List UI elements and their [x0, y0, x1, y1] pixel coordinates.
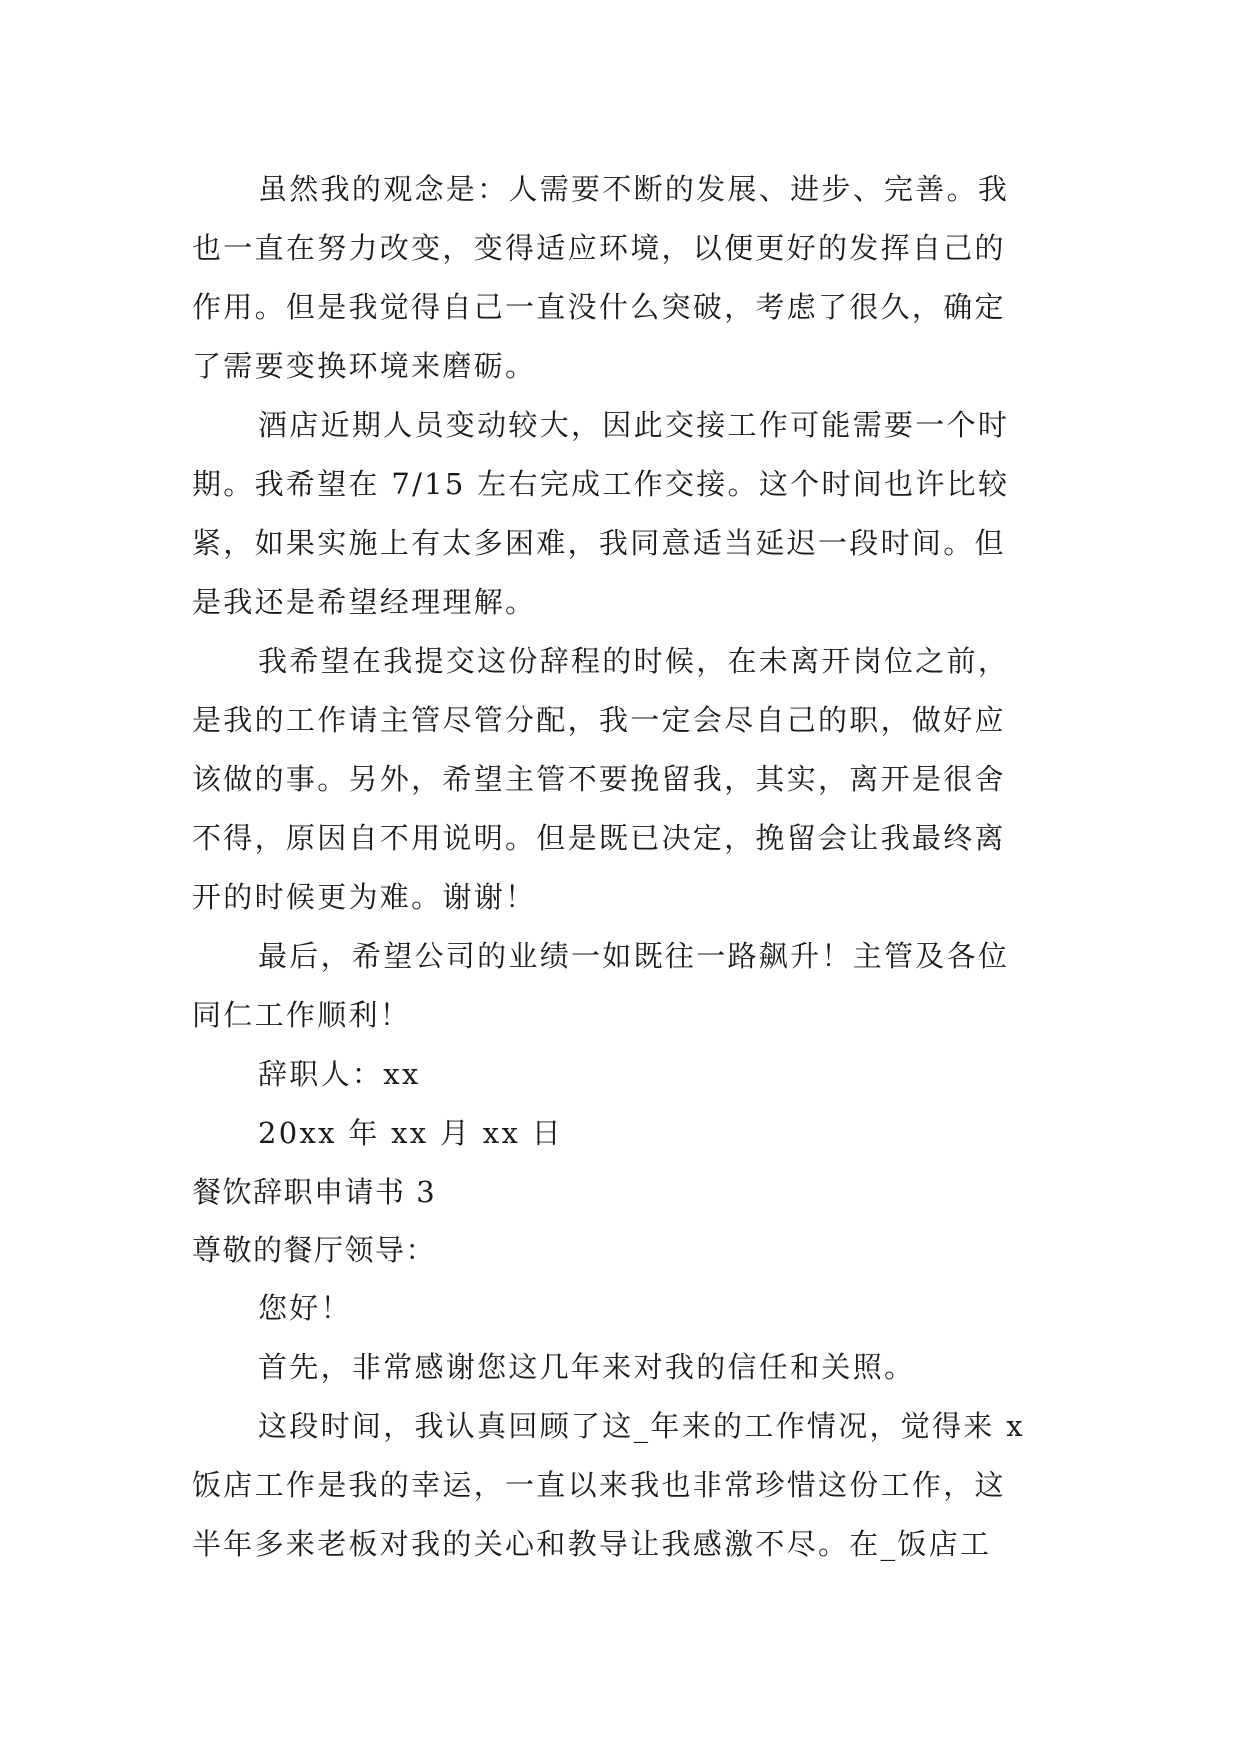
date-line: 20xx 年 xx 月 xx 日: [258, 1116, 563, 1150]
paragraph-line: 最后，希望公司的业绩一如既往一路飙升！主管及各位: [258, 939, 1010, 973]
paragraph-line: 该做的事。另外，希望主管不要挽留我，其实，离开是很舍: [192, 762, 1006, 796]
paragraph-line: 我希望在我提交这份辞程的时候，在未离开岗位之前，: [258, 644, 1010, 678]
paragraph-line: 也一直在努力改变，变得适应环境，以便更好的发挥自己的: [192, 231, 1006, 265]
document-title: 餐饮辞职申请书 3: [192, 1175, 437, 1209]
paragraph-line: 是我的工作请主管尽管分配，我一定会尽自己的职，做好应: [192, 703, 1006, 737]
document-body: [192, 160, 1052, 1574]
paragraph-line: 半年多来老板对我的关心和教导让我感激不尽。在_饭店工: [192, 1527, 992, 1561]
signature-line: 辞职人：xx: [258, 1057, 421, 1091]
greeting-line: 您好！: [258, 1291, 352, 1325]
paragraph-line: 作用。但是我觉得自己一直没什么突破，考虑了很久，确定: [192, 290, 1006, 324]
paragraph-line: 紧，如果实施上有太多困难，我同意适当延迟一段时间。但: [192, 526, 1006, 560]
paragraph-line: 虽然我的观念是：人需要不断的发展、进步、完善。我: [258, 172, 1010, 206]
paragraph-line: 期。我希望在 7/15 左右完成工作交接。这个时间也许比较: [192, 467, 1010, 501]
paragraph-line: 同仁工作顺利！: [192, 998, 412, 1032]
paragraph-line: 首先，非常感谢您这几年来对我的信任和关照。: [258, 1350, 916, 1384]
salutation: 尊敬的餐厅领导：: [192, 1233, 437, 1267]
paragraph-line: 饭店工作是我的幸运，一直以来我也非常珍惜这份工作，这: [192, 1468, 1006, 1502]
paragraph-line: 是我还是希望经理理解。: [192, 585, 537, 619]
paragraph-line: 了需要变换环境来磨砺。: [192, 349, 537, 383]
paragraph-line: 酒店近期人员变动较大，因此交接工作可能需要一个时: [258, 408, 1010, 442]
paragraph-line: 不得，原因自不用说明。但是既已决定，挽留会让我最终离: [192, 821, 1006, 855]
paragraph-line: 这段时间，我认真回顾了这_年来的工作情况，觉得来 x: [258, 1409, 1025, 1443]
paragraph-line: 开的时候更为难。谢谢！: [192, 880, 537, 914]
